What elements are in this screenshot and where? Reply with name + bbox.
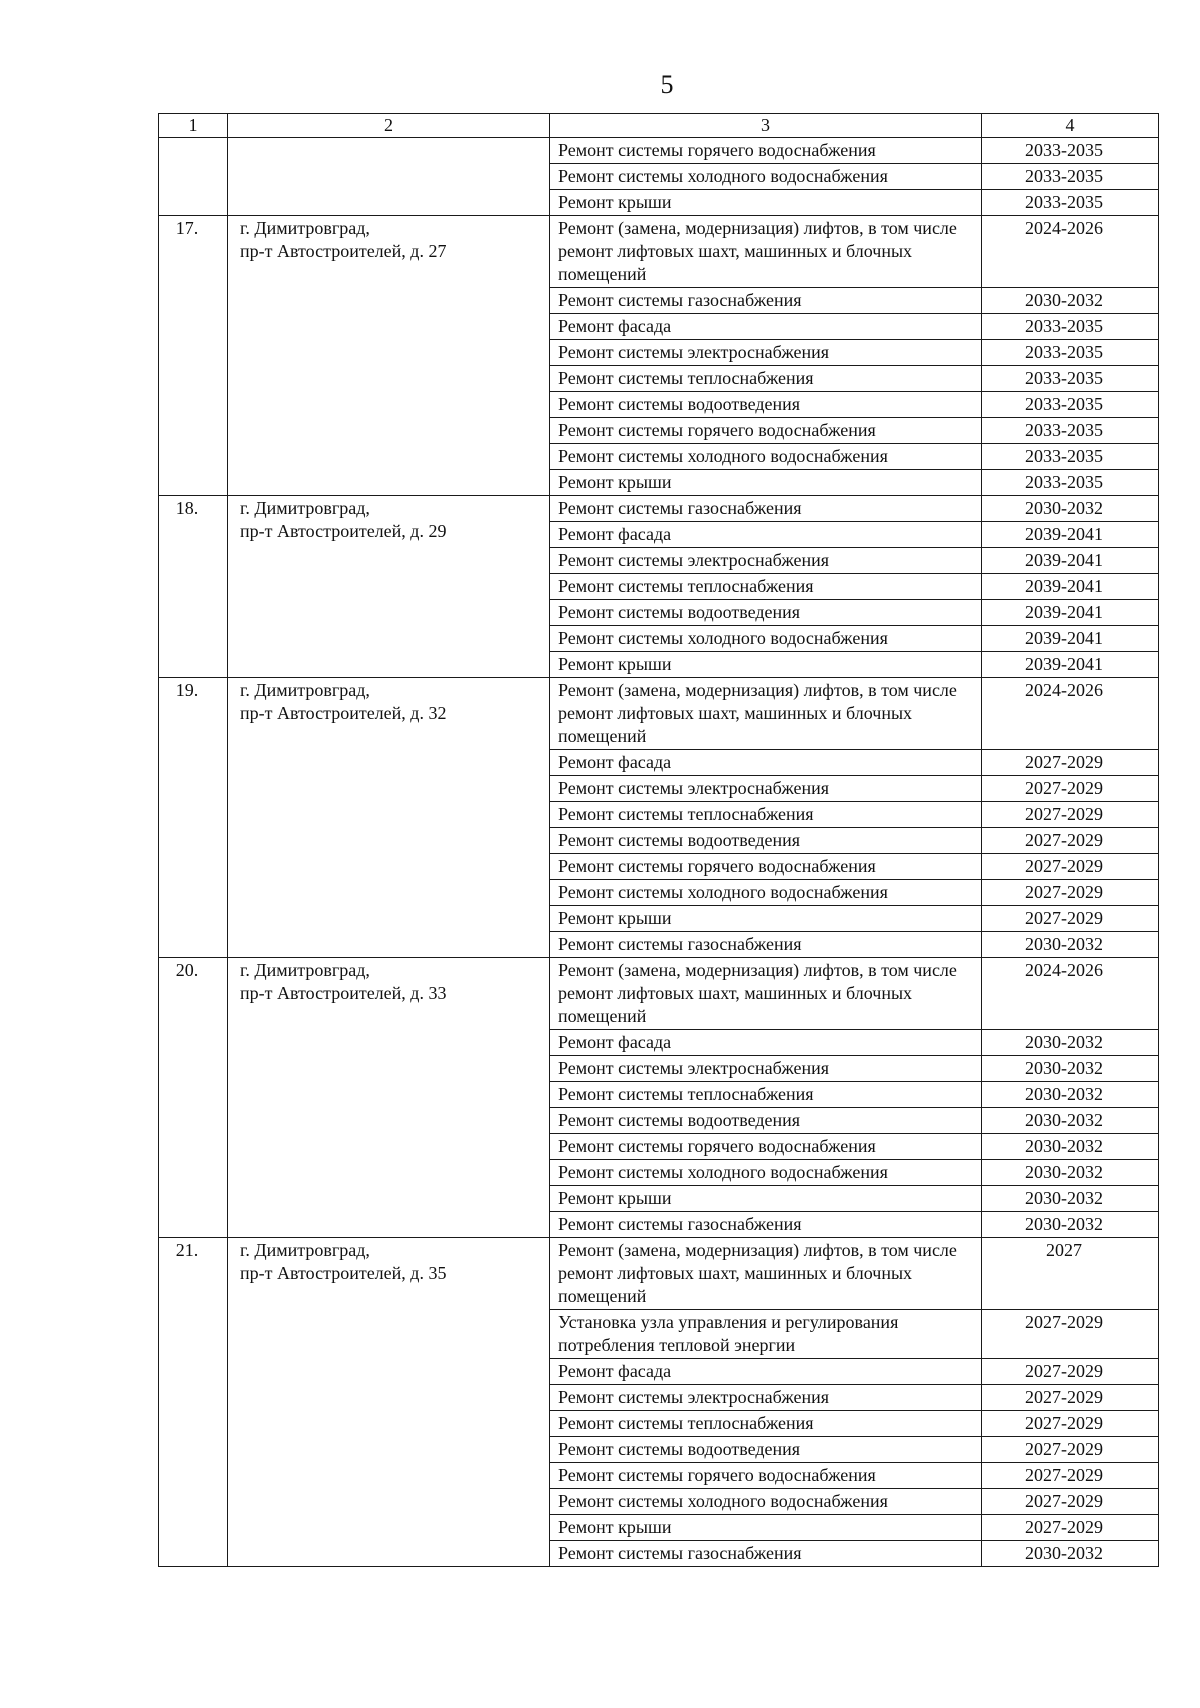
term-cell: 2033-2035 — [982, 418, 1159, 444]
term-cell: 2030-2032 — [982, 288, 1159, 314]
work-cell: Ремонт системы холодного водоснабжения — [550, 444, 982, 470]
work-cell: Ремонт фасада — [550, 1030, 982, 1056]
term-cell: 2030-2032 — [982, 1030, 1159, 1056]
address-cell — [228, 958, 550, 1238]
work-cell: Ремонт системы электроснабжения — [550, 548, 982, 574]
item-number-cell: 18. — [159, 496, 228, 678]
header-row — [159, 114, 1159, 138]
address-cell — [228, 678, 550, 958]
work-cell: Ремонт системы электроснабжения — [550, 776, 982, 802]
header-col-1: 1 — [159, 114, 228, 138]
term-cell: 2027-2029 — [982, 750, 1159, 776]
address-street: пр-т Автостроителей, д. 32 — [240, 703, 447, 723]
term-cell: 2033-2035 — [982, 444, 1159, 470]
address-city: г. Димитровград, — [240, 218, 370, 238]
work-cell: Ремонт системы водоотведения — [550, 600, 982, 626]
work-cell: Ремонт крыши — [550, 906, 982, 932]
work-cell: Ремонт системы газоснабжения — [550, 932, 982, 958]
item-number-cell: 19. — [159, 678, 228, 958]
work-cell: Ремонт системы горячего водоснабжения — [550, 418, 982, 444]
work-cell: Ремонт (замена, модернизация) лифтов, в том числе ремонт лифтовых шахт, машинных и блочных помещений — [550, 958, 982, 1030]
header-col-3: 3 — [550, 114, 982, 138]
work-cell: Ремонт крыши — [550, 190, 982, 216]
work-cell: Ремонт системы водоотведения — [550, 828, 982, 854]
work-cell: Ремонт системы горячего водоснабжения — [550, 1463, 982, 1489]
work-cell: Ремонт системы водоотведения — [550, 1108, 982, 1134]
address-city: г. Димитровград, — [240, 680, 370, 700]
work-cell: Ремонт системы горячего водоснабжения — [550, 854, 982, 880]
work-cell: Ремонт системы теплоснабжения — [550, 802, 982, 828]
term-cell: 2033-2035 — [982, 366, 1159, 392]
term-cell: 2027 — [982, 1238, 1159, 1310]
work-cell: Ремонт системы теплоснабжения — [550, 1411, 982, 1437]
term-cell: 2027-2029 — [982, 1489, 1159, 1515]
term-cell: 2030-2032 — [982, 1186, 1159, 1212]
document-sheet — [158, 113, 1158, 1567]
work-cell: Ремонт системы теплоснабжения — [550, 1082, 982, 1108]
work-cell: Ремонт системы электроснабжения — [550, 340, 982, 366]
work-cell: Ремонт фасада — [550, 750, 982, 776]
work-cell: Ремонт системы теплоснабжения — [550, 574, 982, 600]
work-cell: Ремонт системы холодного водоснабжения — [550, 880, 982, 906]
term-cell: 2024-2026 — [982, 216, 1159, 288]
address-city: г. Димитровград, — [240, 960, 370, 980]
term-cell: 2030-2032 — [982, 932, 1159, 958]
term-cell: 2027-2029 — [982, 906, 1159, 932]
term-cell: 2033-2035 — [982, 190, 1159, 216]
work-cell: Ремонт (замена, модернизация) лифтов, в том числе ремонт лифтовых шахт, машинных и блочных помещений — [550, 1238, 982, 1310]
term-cell: 2030-2032 — [982, 1212, 1159, 1238]
item-number-cell: 21. — [159, 1238, 228, 1567]
table-row — [159, 678, 1159, 750]
work-cell: Ремонт крыши — [550, 470, 982, 496]
work-cell: Ремонт крыши — [550, 652, 982, 678]
term-cell: 2027-2029 — [982, 802, 1159, 828]
table-row — [159, 496, 1159, 522]
address-city: г. Димитровград, — [240, 498, 370, 518]
work-cell: Ремонт крыши — [550, 1186, 982, 1212]
work-cell: Ремонт системы электроснабжения — [550, 1385, 982, 1411]
table-row — [159, 958, 1159, 1030]
work-cell: Ремонт системы холодного водоснабжения — [550, 1160, 982, 1186]
work-cell: Ремонт фасада — [550, 522, 982, 548]
work-cell: Ремонт системы газоснабжения — [550, 288, 982, 314]
term-cell: 2027-2029 — [982, 880, 1159, 906]
work-cell: Ремонт системы водоотведения — [550, 1437, 982, 1463]
term-cell: 2039-2041 — [982, 652, 1159, 678]
address-cell — [228, 216, 550, 496]
work-cell: Ремонт системы горячего водоснабжения — [550, 1134, 982, 1160]
work-cell: Установка узла управления и регулирования потребления тепловой энергии — [550, 1310, 982, 1359]
term-cell: 2027-2029 — [982, 854, 1159, 880]
term-cell: 2027-2029 — [982, 776, 1159, 802]
work-cell: Ремонт системы холодного водоснабжения — [550, 1489, 982, 1515]
table-row — [159, 216, 1159, 288]
work-cell: Ремонт системы газоснабжения — [550, 1212, 982, 1238]
term-cell: 2027-2029 — [982, 1359, 1159, 1385]
term-cell: 2039-2041 — [982, 574, 1159, 600]
table-body — [159, 138, 1159, 1567]
address-street: пр-т Автостроителей, д. 33 — [240, 983, 447, 1003]
address-street: пр-т Автостроителей, д. 29 — [240, 521, 447, 541]
work-cell: Ремонт системы холодного водоснабжения — [550, 626, 982, 652]
work-cell: Ремонт крыши — [550, 1515, 982, 1541]
header-col-2: 2 — [228, 114, 550, 138]
table-row — [159, 1238, 1159, 1310]
work-cell: Ремонт системы холодного водоснабжения — [550, 164, 982, 190]
term-cell: 2027-2029 — [982, 1437, 1159, 1463]
term-cell: 2030-2032 — [982, 1056, 1159, 1082]
work-cell: Ремонт фасада — [550, 1359, 982, 1385]
work-cell: Ремонт системы электроснабжения — [550, 1056, 982, 1082]
term-cell: 2039-2041 — [982, 600, 1159, 626]
table-row — [159, 138, 1159, 164]
header-col-4: 4 — [982, 114, 1159, 138]
term-cell: 2030-2032 — [982, 496, 1159, 522]
term-cell: 2039-2041 — [982, 626, 1159, 652]
term-cell: 2033-2035 — [982, 470, 1159, 496]
term-cell: 2027-2029 — [982, 828, 1159, 854]
work-cell: Ремонт системы газоснабжения — [550, 1541, 982, 1567]
term-cell: 2030-2032 — [982, 1108, 1159, 1134]
number-cell-empty — [159, 138, 228, 216]
term-cell: 2030-2032 — [982, 1134, 1159, 1160]
work-cell: Ремонт системы водоотведения — [550, 392, 982, 418]
term-cell: 2027-2029 — [982, 1310, 1159, 1359]
repair-schedule-table — [158, 113, 1159, 1567]
work-cell: Ремонт системы газоснабжения — [550, 496, 982, 522]
term-cell: 2030-2032 — [982, 1541, 1159, 1567]
term-cell: 2033-2035 — [982, 340, 1159, 366]
term-cell: 2033-2035 — [982, 164, 1159, 190]
term-cell: 2024-2026 — [982, 958, 1159, 1030]
term-cell: 2039-2041 — [982, 548, 1159, 574]
address-street: пр-т Автостроителей, д. 27 — [240, 241, 447, 261]
work-cell: Ремонт фасада — [550, 314, 982, 340]
term-cell: 2027-2029 — [982, 1385, 1159, 1411]
item-number-cell: 20. — [159, 958, 228, 1238]
term-cell: 2033-2035 — [982, 392, 1159, 418]
page-number: 5 — [660, 70, 674, 99]
term-cell: 2039-2041 — [982, 522, 1159, 548]
term-cell: 2027-2029 — [982, 1411, 1159, 1437]
address-city: г. Димитровград, — [240, 1240, 370, 1260]
address-cell — [228, 496, 550, 678]
work-cell: Ремонт системы теплоснабжения — [550, 366, 982, 392]
term-cell: 2024-2026 — [982, 678, 1159, 750]
item-number-cell: 17. — [159, 216, 228, 496]
term-cell: 2027-2029 — [982, 1515, 1159, 1541]
work-cell: Ремонт системы горячего водоснабжения — [550, 138, 982, 164]
term-cell: 2030-2032 — [982, 1082, 1159, 1108]
table-header — [159, 114, 1159, 138]
term-cell: 2033-2035 — [982, 138, 1159, 164]
address-cell-empty — [228, 138, 550, 216]
address-cell — [228, 1238, 550, 1567]
work-cell: Ремонт (замена, модернизация) лифтов, в том числе ремонт лифтовых шахт, машинных и блочных помещений — [550, 678, 982, 750]
term-cell: 2030-2032 — [982, 1160, 1159, 1186]
term-cell: 2033-2035 — [982, 314, 1159, 340]
term-cell: 2027-2029 — [982, 1463, 1159, 1489]
address-street: пр-т Автостроителей, д. 35 — [240, 1263, 447, 1283]
work-cell: Ремонт (замена, модернизация) лифтов, в том числе ремонт лифтовых шахт, машинных и блочных помещений — [550, 216, 982, 288]
